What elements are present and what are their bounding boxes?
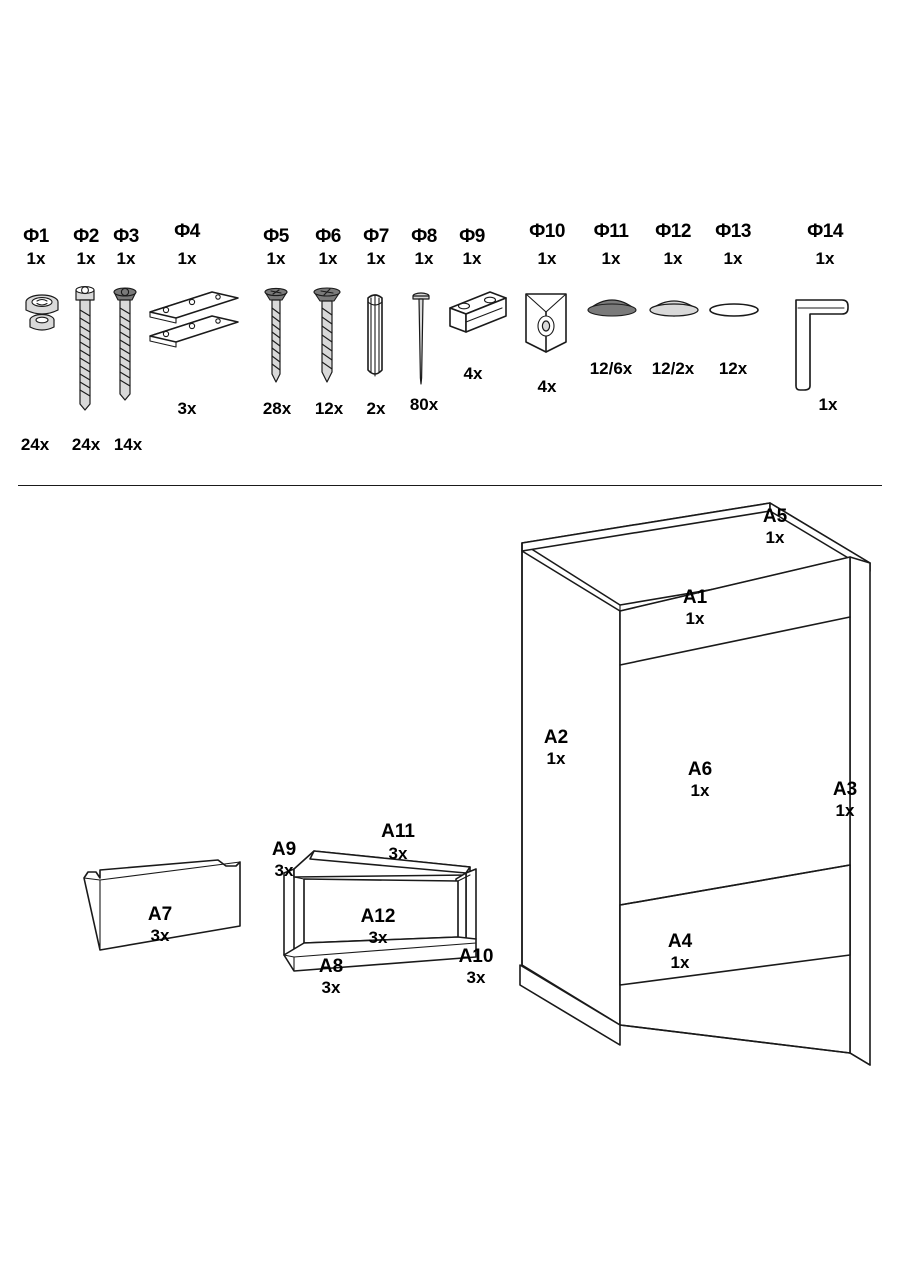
panel-qty-A6: 1x: [690, 781, 710, 800]
panel-id-A11: A11: [381, 821, 415, 842]
panel-id-A9: A9: [271, 839, 297, 860]
hardware-qty-7: 1x: [366, 249, 386, 268]
panel-id-A2: A2: [543, 727, 569, 748]
panel-qty-A4: 1x: [670, 953, 690, 972]
panel-qty-A9: 3x: [274, 861, 294, 880]
hardware-qty-8: 1x: [414, 249, 434, 268]
hardware-qty-2: 1x: [76, 249, 96, 268]
hardware-count-5: 28x: [262, 399, 292, 418]
hardware-id-7: Ф7: [363, 226, 389, 247]
panel-id-A7: A7: [147, 904, 173, 925]
panel-qty-A2: 1x: [546, 749, 566, 768]
dowel-icon: [362, 292, 388, 382]
hardware-count-3: 14x: [113, 435, 143, 454]
hardware-count-6: 12x: [314, 399, 344, 418]
drawer-slide-icon: [146, 288, 242, 360]
panel-qty-A3: 1x: [835, 801, 855, 820]
hardware-qty-14: 1x: [815, 249, 835, 268]
hardware-id-4: Ф4: [174, 221, 200, 242]
hardware-count-9: 4x: [463, 364, 483, 383]
panel-qty-A11: 3x: [388, 844, 408, 863]
hardware-count-14: 1x: [818, 395, 838, 414]
cover-cap-light-icon: [646, 292, 702, 332]
hardware-count-4: 3x: [177, 399, 197, 418]
allen-key-icon: [786, 286, 858, 396]
hardware-id-2: Ф2: [73, 226, 99, 247]
nail-icon: [408, 290, 434, 388]
hardware-id-14: Ф14: [807, 221, 843, 242]
hardware-count-7: 2x: [366, 399, 386, 418]
hardware-qty-4: 1x: [177, 249, 197, 268]
metal-bracket-icon: [446, 288, 510, 356]
hardware-id-9: Ф9: [459, 226, 485, 247]
panel-id-A3: A3: [832, 779, 858, 800]
hardware-id-11: Ф11: [593, 221, 629, 242]
hardware-id-10: Ф10: [529, 221, 565, 242]
panel-id-A6: A6: [687, 759, 713, 780]
panel-id-A10: A10: [458, 946, 494, 967]
hardware-count-11: 12/6x: [589, 359, 633, 378]
hardware-id-13: Ф13: [715, 221, 751, 242]
hardware-id-8: Ф8: [411, 226, 437, 247]
hardware-qty-9: 1x: [462, 249, 482, 268]
hardware-qty-3: 1x: [116, 249, 136, 268]
panel-id-A8: A8: [318, 956, 344, 977]
hardware-qty-10: 1x: [537, 249, 557, 268]
hardware-qty-5: 1x: [266, 249, 286, 268]
hardware-count-8: 80x: [409, 395, 439, 414]
hardware-qty-12: 1x: [663, 249, 683, 268]
corner-block-icon: [518, 286, 578, 358]
panel-id-A1: A1: [682, 587, 708, 608]
panel-id-A4: A4: [667, 931, 693, 952]
hardware-count-2: 24x: [71, 435, 101, 454]
panel-qty-A1: 1x: [685, 609, 705, 628]
panel-qty-A8: 3x: [321, 978, 341, 997]
panel-list: [0, 485, 900, 1280]
panel-id-A5: A5: [762, 506, 788, 527]
screw-large-icon: [312, 286, 342, 390]
hardware-id-1: Ф1: [23, 226, 49, 247]
cam-lock-icon: [20, 290, 64, 338]
hardware-qty-6: 1x: [318, 249, 338, 268]
screw-small-icon: [262, 286, 290, 390]
panel-qty-A12: 3x: [368, 928, 388, 947]
hardware-count-1: 24x: [20, 435, 50, 454]
panel-qty-A7: 3x: [150, 926, 170, 945]
hardware-qty-13: 1x: [723, 249, 743, 268]
hardware-list: [0, 0, 900, 480]
flat-sticker-icon: [706, 296, 762, 326]
panel-qty-A5: 1x: [765, 528, 785, 547]
hardware-qty-1: 1x: [26, 249, 46, 268]
hardware-qty-11: 1x: [601, 249, 621, 268]
hardware-count-12: 12/2x: [651, 359, 695, 378]
hardware-count-13: 12x: [718, 359, 748, 378]
hardware-id-3: Ф3: [113, 226, 139, 247]
hardware-id-6: Ф6: [315, 226, 341, 247]
long-bolt-icon: [108, 286, 142, 406]
panel-qty-A10: 3x: [466, 968, 486, 987]
hardware-count-10: 4x: [537, 377, 557, 396]
panel-id-A12: A12: [360, 906, 396, 927]
cover-cap-dark-icon: [584, 292, 640, 332]
bolt-icon: [68, 286, 102, 416]
hardware-id-12: Ф12: [655, 221, 691, 242]
hardware-id-5: Ф5: [263, 226, 289, 247]
